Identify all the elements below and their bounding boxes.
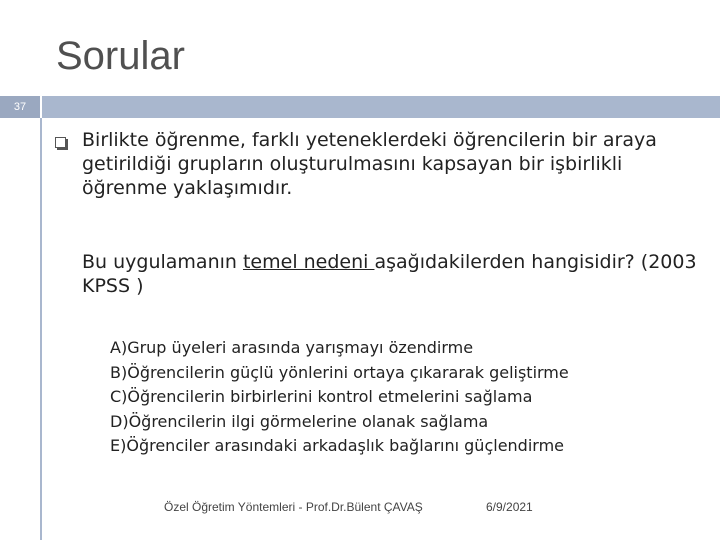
question-underlined: temel nedeni bbox=[242, 251, 375, 273]
footer-author: Özel Öğretim Yöntemleri - Prof.Dr.Bülent ÇAVAŞ bbox=[164, 500, 423, 514]
question-pre: Bu uygulamanın bbox=[82, 251, 243, 273]
intro-paragraph: Birlikte öğrenme, farklı yeteneklerdeki öğrencilerin bir araya getirildiği grupların oluşturulmasını kapsayan bir işbirlikli öğrenme yaklaşımıdır. bbox=[82, 129, 657, 199]
header-rule bbox=[42, 96, 720, 118]
question-post: aşağıdakilerden hangisidir? (2003 KPSS ) bbox=[82, 251, 697, 297]
option-a: A)Grup üyeleri arasında yarışmayı özendirme bbox=[110, 338, 474, 357]
option-c: C)Öğrencilerin birbirlerini kontrol etmelerini sağlama bbox=[110, 387, 533, 406]
option-d: D)Öğrencilerin ilgi görmelerine olanak sağlama bbox=[110, 411, 489, 431]
square-bullet-icon bbox=[55, 137, 66, 148]
side-rule bbox=[40, 118, 42, 540]
slide-title: Sorular bbox=[56, 34, 185, 78]
page-number: 37 bbox=[0, 96, 40, 118]
question-text bbox=[82, 250, 702, 298]
option-b: B)Öğrencilerin güçlü yönlerini ortaya çıkararak geliştirme bbox=[110, 362, 569, 382]
option-e: E)Öğrenciler arasındaki arkadaşlık bağlarını güçlendirme bbox=[110, 436, 564, 455]
footer-date: 6/9/2021 bbox=[486, 500, 533, 514]
answer-options bbox=[110, 336, 710, 459]
